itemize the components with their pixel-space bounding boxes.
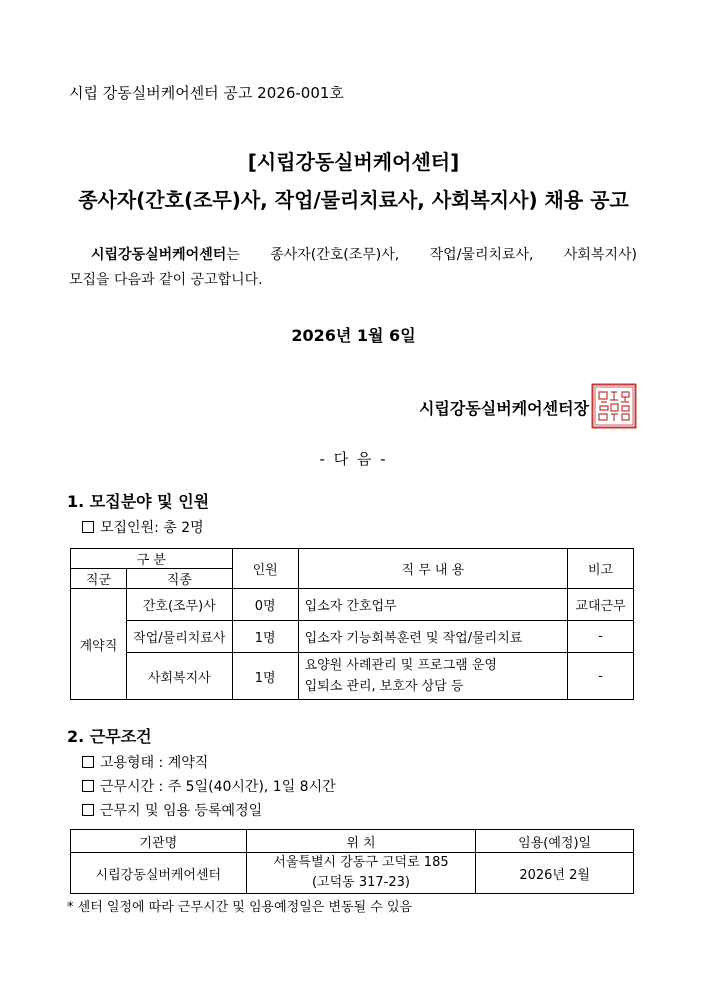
checkbox-icon bbox=[82, 780, 94, 792]
location-line-2: (고덕동 317-23) bbox=[311, 875, 410, 890]
notice-date: 2026년 1월 6일 bbox=[291, 326, 416, 345]
condition-item bbox=[82, 776, 336, 796]
title-line-2: 종사자(간호(조무)사, 작업/물리치료사, 사회복지사) 채용 공고 bbox=[78, 188, 629, 212]
intro-paragraph bbox=[69, 243, 637, 293]
footnote: * 센터 일정에 따라 근무시간 및 임용예정일은 변동될 수 있음 bbox=[67, 900, 413, 915]
cell-duty bbox=[298, 653, 567, 700]
cell-type: 사회복지사 bbox=[126, 653, 232, 700]
th-location: 위 치 bbox=[246, 830, 476, 853]
intro-org: 시립강동실버케어센터 bbox=[91, 247, 227, 263]
th-group: 구 분 bbox=[71, 549, 233, 569]
workplace-table bbox=[70, 829, 634, 894]
recruitment-table bbox=[70, 548, 634, 700]
cell-note: - bbox=[568, 653, 634, 700]
th-type: 직종 bbox=[126, 569, 232, 589]
condition-item bbox=[82, 800, 262, 820]
th-note: 비고 bbox=[568, 549, 634, 589]
table-row bbox=[71, 621, 634, 653]
checkbox-icon bbox=[82, 521, 94, 533]
th-org: 기관명 bbox=[71, 830, 247, 853]
recruit-count bbox=[82, 517, 204, 537]
cell-duty: 입소자 간호업무 bbox=[298, 589, 567, 621]
table-row bbox=[71, 653, 634, 700]
intro-line-1-rest: 는 종사자(간호(조무)사, 작업/물리치료사, 사회복지사) bbox=[226, 247, 637, 263]
th-count: 인원 bbox=[232, 549, 298, 589]
cell-count: 1명 bbox=[232, 653, 298, 700]
cell-type: 간호(조무)사 bbox=[126, 589, 232, 621]
cell-duty: 입소자 기능회복훈련 및 작업/물리치료 bbox=[298, 621, 567, 653]
cell-note: 교대근무 bbox=[568, 589, 634, 621]
section2-title: 2. 근무조건 bbox=[67, 727, 152, 746]
signature: 시립강동실버케어센터장 bbox=[418, 399, 589, 418]
recruit-count-text: 모집인원: 총 2명 bbox=[100, 520, 204, 536]
cell-type: 작업/물리치료사 bbox=[126, 621, 232, 653]
cell-count: 1명 bbox=[232, 621, 298, 653]
condition-text: 근무지 및 임용 등록예정일 bbox=[100, 803, 263, 819]
notice-number: 시립 강동실버케어센터 공고 2026-001호 bbox=[69, 84, 344, 102]
intro-line-2: 모집을 다음과 같이 공고합니다. bbox=[69, 272, 263, 288]
checkbox-icon bbox=[82, 804, 94, 816]
cell-note: - bbox=[568, 621, 634, 653]
condition-item bbox=[82, 752, 208, 772]
cell-group: 계약직 bbox=[71, 589, 127, 700]
checkbox-icon bbox=[82, 756, 94, 768]
location-line-1: 서울특별시 강동구 고덕로 185 bbox=[273, 855, 449, 870]
th-appoint-date: 임용(예정)일 bbox=[476, 830, 634, 853]
official-seal-icon bbox=[591, 383, 637, 429]
cell-appoint-date: 2026년 2월 bbox=[476, 853, 634, 894]
cell-count: 0명 bbox=[232, 589, 298, 621]
th-duty: 직 무 내 용 bbox=[298, 549, 567, 589]
cell-location bbox=[246, 853, 476, 894]
cell-org: 시립강동실버케어센터 bbox=[71, 853, 247, 894]
dau-heading: - 다 음 - bbox=[319, 450, 388, 468]
duty-line-2: 입퇴소 관리, 보호자 상담 등 bbox=[304, 679, 464, 694]
th-gun: 직군 bbox=[71, 569, 127, 589]
section1-title: 1. 모집분야 및 인원 bbox=[67, 492, 210, 511]
duty-line-1: 요양원 사례관리 및 프로그램 운영 bbox=[304, 658, 497, 673]
condition-text: 근무시간 : 주 5일(40시간), 1일 8시간 bbox=[100, 779, 336, 795]
table-row bbox=[71, 853, 634, 894]
intro-line-1 bbox=[69, 243, 637, 268]
table-row bbox=[71, 589, 634, 621]
condition-text: 고용형태 : 계약직 bbox=[100, 755, 209, 771]
title-line-1: [시립강동실버케어센터] bbox=[247, 150, 460, 174]
